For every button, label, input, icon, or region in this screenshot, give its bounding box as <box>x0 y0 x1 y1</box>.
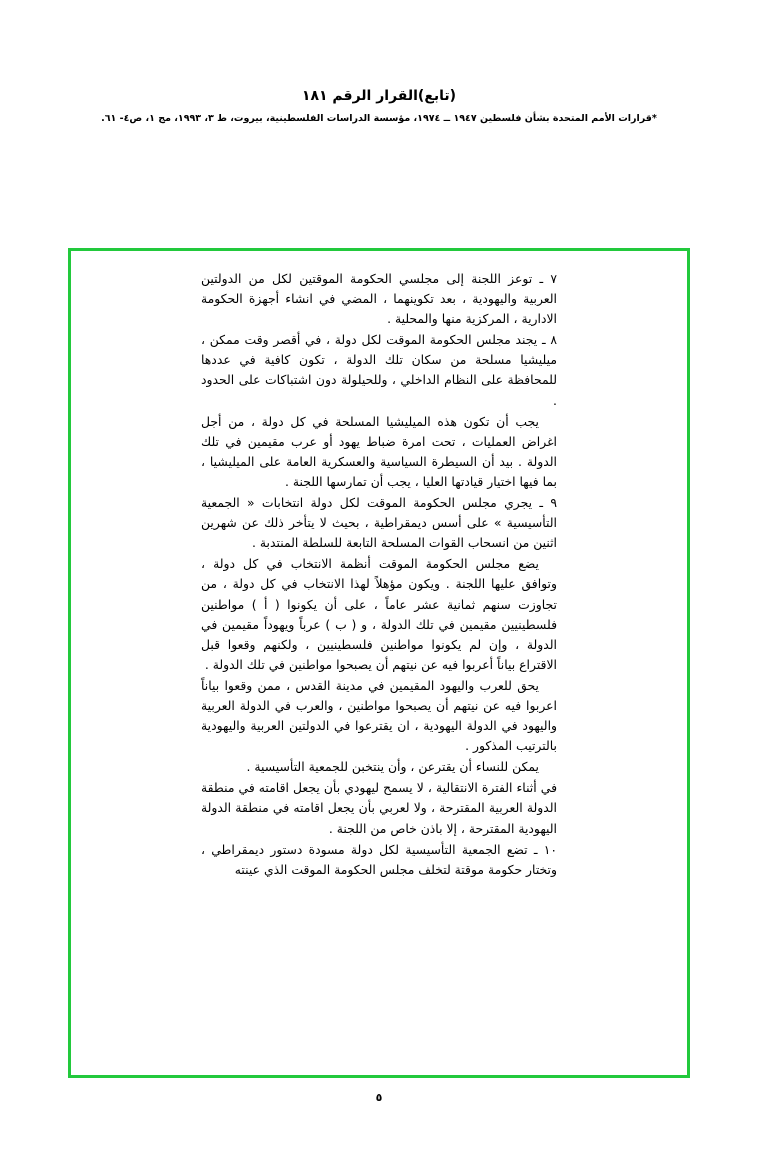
content-body <box>201 269 557 1057</box>
source-citation: *قرارات الأمم المتحدة بشأن فلسطين ١٩٤٧ ــ ١٩٧٤، مؤسسة الدراسات الفلسطينية، بيروت، ط ٣، ١٩٩٣، مج ١، ص٤- ٦١. <box>101 113 657 124</box>
paragraph-item-7: ٧ ـ توعز اللجنة إلى مجلسي الحكومة الموقتين لكل من الدولتين العربية واليهودية ، بعد تكوينهما ، المضي في انشاء أجهزة الحكومة الادارية ، المركزية منها والمحلية . <box>201 271 557 327</box>
page-number: ٥ <box>375 1091 383 1104</box>
paragraph-militia: يجب أن تكون هذه الميليشيا المسلحة في كل دولة ، من أجل اغراض العمليات ، تحت امرة ضباط يهود أو عرب مقيمين في تلك الدولة . بيد أن السيطرة السياسية والعسكرية العامة على الميليشيا ، بما فيها اختيار قيادتها العليا ، يجب أن تمارسها اللجنة . <box>201 413 557 489</box>
paragraph-election-rules: يضع مجلس الحكومة الموقت أنظمة الانتخاب في كل دولة ، وتوافق عليها اللجنة . ويكون مؤهلاً لهذا الانتخاب في كل دولة ، من تجاوزت سنهم ثمانية عشر عاماً ، على أن يكونوا ( أ ) مواطنين فلسطينيين مقيمين في تلك الدولة ، و ( ب ) عرباً ويهوداً مقيمين في الدولة ، وإن لم يكونوا مواطنين فلسطينيين ، ولكنهم وقعوا قبل الاقتراع بياناً أعربوا فيه عن نيتهم أن يصبحوا مواطنين في تلك الدولة . <box>201 556 557 672</box>
paragraph-item-9: ٩ ـ يجري مجلس الحكومة الموقت لكل دولة انتخابات « الجمعية التأسيسية » على أسس ديمقراطية ، بحيث لا يتأخر ذلك عن شهرين اثنين من انسحاب القوات المسلحة التابعة للسلطة المنتدبة . <box>201 495 557 551</box>
paragraph-item-8: ٨ ـ يجند مجلس الحكومة الموقت لكل دولة ، في أقصر وقت ممكن ، ميليشيا مسلحة من سكان تلك الدولة ، تكون كافية في عددها للمحافظة على النظام الداخلي ، وللحيلولة دون اشتباكات على الحدود . <box>201 332 557 408</box>
paragraph-women: يمكن للنساء أن يقترعن ، وأن ينتخبن للجمعية التأسيسية . <box>246 759 539 775</box>
paragraph-item-10: ١٠ ـ تضع الجمعية التأسيسية لكل دولة مسودة دستور ديمقراطي ، وتختار حكومة موقتة لتخلف مجلس الحكومة الموقت الذي عينته <box>201 841 557 877</box>
content-frame <box>68 248 690 1078</box>
paragraph-transition: في أثناء الفترة الانتقالية ، لا يسمح ليهودي بأن يجعل اقامته في منطقة الدولة العربية المقترحة ، ولا لعربي بأن يجعل اقامته في منطقة الدولة اليهودية المقترحة ، إلا باذن خاص من اللجنة . <box>201 780 557 836</box>
document-page <box>0 88 758 1166</box>
page-title: (تابع)القرار الرقم ١٨١ <box>301 88 457 104</box>
paragraph-jerusalem: يحق للعرب واليهود المقيمين في مدينة القدس ، ممن وقعوا بياناً اعربوا فيه عن نيتهم أن يصبحوا مواطنين ، والعرب في الدولة العربية واليهود في الدولة اليهودية ، ان يقترعوا في الدولتين العربية واليهودية بالترتيب المذكور . <box>201 677 557 754</box>
